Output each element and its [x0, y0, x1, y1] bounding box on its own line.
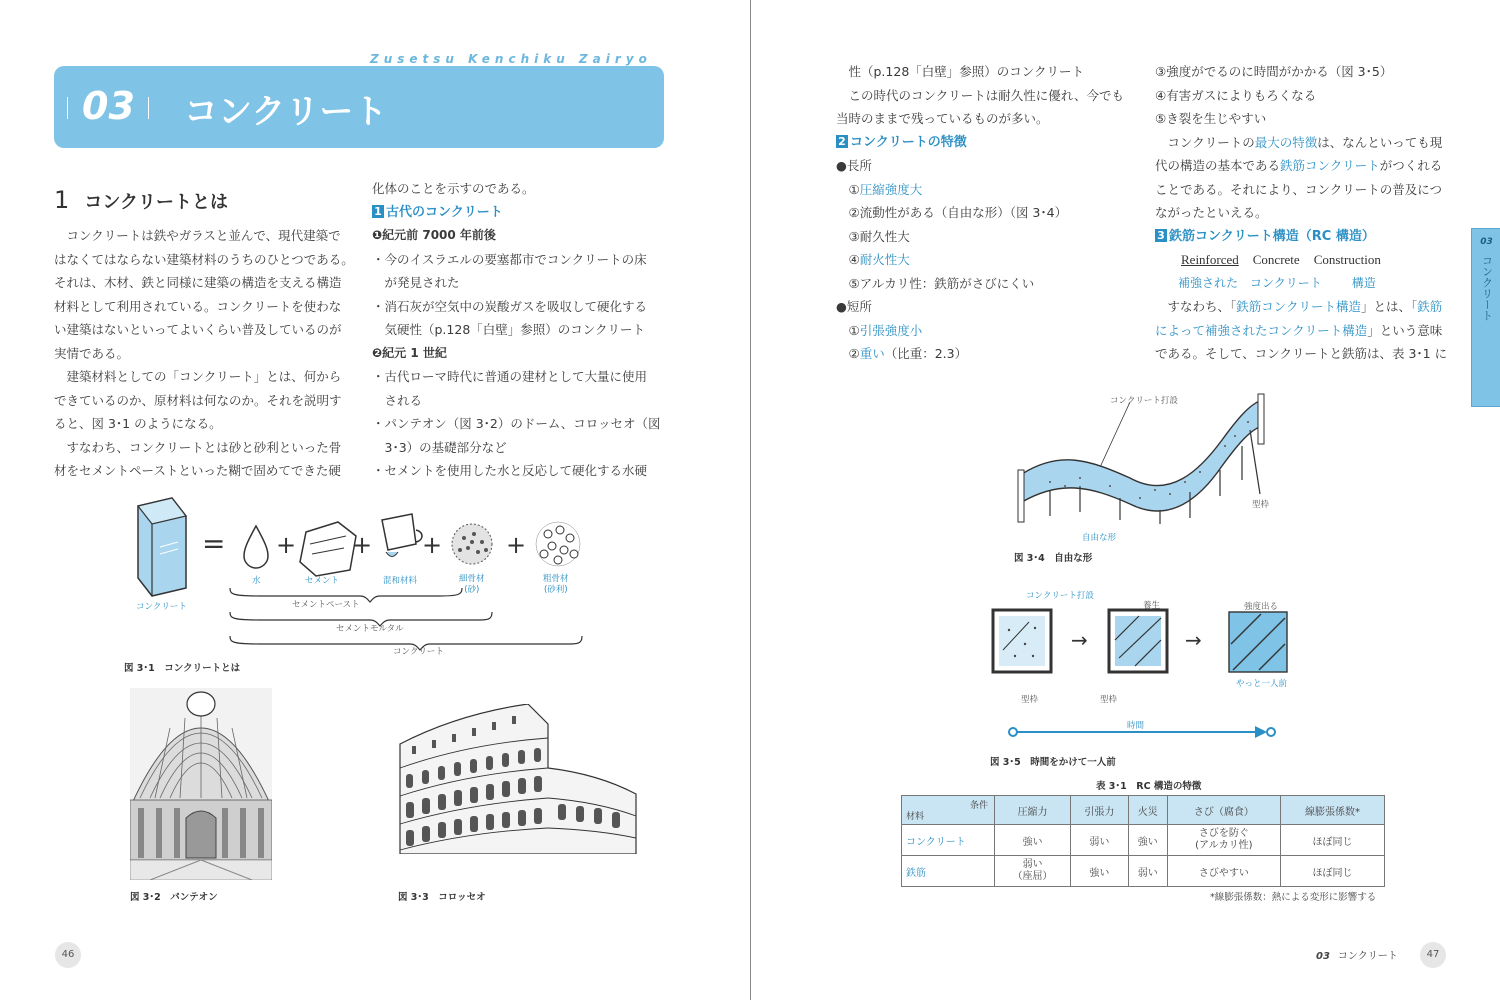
- item-marker: ④: [836, 252, 860, 267]
- text-line: ・今のイスラエルの要塞都市でコンクリートの床: [372, 251, 647, 267]
- item-marker: ①: [836, 322, 860, 338]
- text-line: すなわち、コンクリートとは砂と砂利といった骨: [54, 439, 342, 455]
- text-segment: コンクリートの: [1155, 134, 1255, 150]
- text-line: [1155, 319, 1447, 343]
- text-line: ・セメントを使用した水と反応して硬化する水硬: [372, 463, 648, 478]
- text-line: 材料として利用されている。コンクリートを使わな: [54, 298, 342, 314]
- fine-aggregate-icon: [452, 524, 492, 564]
- chapter-side-tab: [1471, 228, 1500, 407]
- table-title: 表 3･1 RC 構造の特徴: [1096, 781, 1202, 792]
- water-drop-icon: [244, 526, 268, 568]
- heading-number-box: 3: [1155, 229, 1167, 242]
- label-free-form: 自由な形: [1082, 533, 1117, 543]
- figure-caption: 図 3･2 パンテオン: [130, 892, 218, 903]
- svg-text:+: +: [352, 531, 373, 559]
- label-time: 時間: [1127, 721, 1145, 731]
- text-line: ・消石灰が空気中の炭酸ガスを吸収して硬化する: [372, 298, 648, 314]
- table-cell: 弱い: [1071, 825, 1129, 856]
- label-coarse-aggregate-name: 粗骨材: [543, 574, 569, 584]
- text-line: される: [372, 392, 423, 408]
- svg-text:→: →: [1185, 628, 1202, 652]
- table-cell: 強い: [995, 825, 1071, 856]
- label-coarse-aggregate-sub: (砂利): [543, 585, 568, 595]
- highlight-term: 引張強度小: [859, 322, 923, 338]
- heading-label: コンクリートの特徴: [850, 134, 967, 150]
- text-line: 実情である。: [54, 345, 130, 361]
- chapter-number: 03: [82, 84, 135, 128]
- table-cell: 弱い （座屈）: [995, 856, 1071, 887]
- label-fine-aggregate: [459, 574, 485, 596]
- footer-chapter-title: コンクリート: [1337, 951, 1398, 962]
- label-formwork: 型枠: [1252, 500, 1270, 510]
- jp-construction: 構造: [1351, 275, 1376, 290]
- heading-number-box: 2: [836, 135, 848, 148]
- highlight-term: 鉄筋コンクリート: [1280, 158, 1380, 173]
- table-corner-cell: [902, 796, 995, 825]
- left-body-text: [54, 224, 354, 483]
- demerit-item: ⑤き裂を生じやすい: [1155, 111, 1267, 126]
- era-heading: [372, 224, 661, 248]
- figure-3-1-illustration: [120, 492, 600, 662]
- text-line: 当時のままで残っているものが多い。: [836, 111, 1049, 126]
- side-tab-label: コンクリート: [1480, 255, 1494, 321]
- subsection-heading: [372, 201, 661, 225]
- text-segment: がつくれる: [1379, 158, 1443, 173]
- text-line: ・古代ローマ時代に普通の建材として大量に使用: [372, 369, 648, 384]
- label-strength: 強度出る: [1244, 602, 1279, 612]
- right-body-text-a: [836, 60, 1124, 366]
- text-line: 性（p.128「白壁」参照）のコンクリート: [836, 64, 1085, 79]
- text-line: 3･3）の基礎部分など: [372, 439, 507, 455]
- item-marker: ①: [836, 181, 860, 197]
- text-line: コンクリートは鉄やガラスと並んで、現代建築で: [54, 228, 341, 243]
- text-line: はなくてはならない建築材料のうちのひとつである。: [54, 251, 354, 267]
- text-line: それは、木材、鉄と同様に建築の構造を支える構造: [54, 275, 342, 290]
- figure-caption: 図 3･5 時間をかけて一人前: [990, 757, 1116, 768]
- subsection-heading: [1155, 225, 1447, 249]
- table-header-cell: 火災: [1128, 796, 1167, 825]
- spine-divider: [750, 0, 751, 1000]
- highlight-term: 圧縮強度大: [859, 181, 923, 197]
- table-row: [902, 825, 1385, 856]
- svg-text:=: =: [202, 527, 226, 560]
- demerit-item: ④有害ガスによりもろくなる: [1155, 87, 1317, 103]
- brace-label-concrete: コンクリート: [393, 647, 444, 657]
- text-line: ながったといえる。: [1155, 205, 1268, 220]
- heading-label: 古代のコンクリート: [386, 204, 503, 220]
- section-number: 1: [54, 186, 70, 214]
- text-line: い建築はないといってよいくらい普及しているのが: [54, 322, 342, 337]
- svg-text:+: +: [506, 531, 527, 559]
- text-line: [1155, 131, 1447, 155]
- middle-body-text: [372, 177, 661, 483]
- row-label: 鉄筋: [902, 856, 995, 887]
- label-cement: セメント: [305, 576, 340, 586]
- text-line: [1155, 295, 1447, 319]
- demerit-item: ③強度がでるのに時間がかかる（図 3･5）: [1155, 64, 1393, 79]
- heading-number-box: 1: [372, 205, 384, 218]
- page-number-badge: 46: [55, 942, 81, 968]
- brace-lines: [230, 588, 582, 650]
- table-header-cell: さび（腐食）: [1167, 796, 1280, 825]
- figure-3-4-illustration: [1010, 390, 1290, 540]
- figure-caption: 図 3･1 コンクリートとは: [124, 663, 241, 674]
- text-line: 化体のことを示すのである。: [372, 181, 535, 196]
- text-line: 気硬性（p.128「白壁」参照）のコンクリート: [372, 322, 646, 337]
- text-segment: 代の構造の基本である: [1155, 158, 1281, 173]
- footer-chapter-number: 03: [1316, 951, 1330, 962]
- table-header-row: [902, 796, 1385, 825]
- merit-heading: ●長所: [836, 158, 872, 173]
- table-footnote: *線膨張係数：熱による変形に影響する: [1210, 892, 1377, 903]
- brace-label-cement-mortar: セメントモルタル: [336, 624, 404, 634]
- jp-reinforced: 補強された: [1178, 275, 1239, 290]
- text-segment: 」という意味: [1367, 322, 1443, 338]
- text-line: 材をセメントペーストといった糊で固めてできた硬: [54, 463, 341, 478]
- label-coarse-aggregate: [543, 574, 569, 596]
- figure-3-5-illustration: [985, 600, 1305, 750]
- chapter-divider-right: [148, 97, 149, 119]
- curing-box: [1109, 610, 1167, 672]
- table-cell: 弱い: [1128, 856, 1167, 887]
- colosseum-illustration: [398, 704, 638, 854]
- demerit-item: [836, 319, 1124, 343]
- table-header-cell: 引張力: [1071, 796, 1129, 825]
- label-concrete-pouring: コンクリート打設: [1110, 396, 1178, 406]
- rc-features-table: [901, 795, 1385, 887]
- merit-item: [836, 248, 1124, 272]
- label-pour: コンクリート打設: [1026, 591, 1094, 601]
- right-body-text-b: [1155, 60, 1447, 366]
- text-line: ・パンテオン（図 3･2）のドーム、コロッセオ（図: [372, 416, 661, 431]
- heading-label: 鉄筋コンクリート構造（RC 構造）: [1169, 228, 1375, 244]
- merit-item: ③耐久性大: [836, 228, 910, 244]
- svg-text:→: →: [1071, 628, 1088, 652]
- table-cell: 強い: [1071, 856, 1129, 887]
- highlight-term: 鉄筋: [1417, 299, 1443, 314]
- page-number-badge: 47: [1420, 942, 1446, 968]
- pantheon-illustration: [130, 688, 272, 880]
- text-segment: は、なんといっても現: [1317, 134, 1443, 150]
- table-cell: さびやすい: [1167, 856, 1280, 887]
- text-line: 建築材料としての「コンクリート」とは、何から: [54, 369, 342, 384]
- running-footer: [1316, 947, 1398, 962]
- era-label: 紀元 1 世紀: [382, 345, 447, 360]
- text-segment: すなわち、「: [1155, 299, 1237, 314]
- label-fine-aggregate-name: 細骨材: [459, 574, 485, 584]
- figure-caption: 図 3･4 自由な形: [1014, 553, 1093, 564]
- row-label: コンクリート: [902, 825, 995, 856]
- text-line: である。そして、コンクリートと鉄筋は、表 3･1 に: [1155, 346, 1448, 361]
- corner-condition: 条件: [969, 801, 988, 811]
- table-cell: ほぼ同じ: [1280, 856, 1384, 887]
- section-title: コンクリートとは: [84, 192, 229, 213]
- table-cell: ほぼ同じ: [1280, 825, 1384, 856]
- chapter-divider-left: [67, 97, 68, 119]
- rc-english-terms: [1155, 248, 1447, 272]
- highlight-term: によって補強されたコンクリート構造: [1155, 322, 1368, 338]
- rc-japanese-terms: [1155, 272, 1447, 296]
- cement-bag-icon: [300, 522, 356, 576]
- table-row: [902, 856, 1385, 887]
- strength-box: [1229, 612, 1287, 672]
- label-water: 水: [252, 576, 261, 586]
- label-finally-done: やっと一人前: [1236, 679, 1288, 689]
- label-fine-aggregate-sub: (砂): [464, 585, 480, 595]
- merit-item: ⑤アルカリ性：鉄筋がさびにくい: [836, 275, 1035, 291]
- table-cell: さびを防ぐ (アルカリ性): [1167, 825, 1280, 856]
- label-concrete: コンクリート: [136, 602, 187, 612]
- label-formwork-1: 型枠: [1021, 695, 1039, 705]
- corner-material: 材料: [906, 812, 925, 822]
- text-segment: 」とは、「: [1361, 299, 1418, 314]
- text-line: できているのか、原材料は何なのか。それを説明す: [54, 392, 342, 408]
- highlight-term: 最大の特徴: [1254, 134, 1318, 150]
- label-curing: 養生: [1143, 601, 1161, 611]
- era-label: 紀元前 7000 年前後: [382, 228, 496, 242]
- era-mark: ❷: [372, 345, 383, 360]
- text-line: [1155, 154, 1447, 178]
- table-header-cell: 圧縮力: [995, 796, 1071, 825]
- label-formwork-2: 型枠: [1100, 695, 1118, 705]
- en-concrete: Concrete: [1252, 252, 1300, 267]
- text-line: ことである。それにより、コンクリートの普及につ: [1155, 181, 1443, 197]
- en-reinforced: Reinforced: [1181, 252, 1239, 267]
- label-admixture: 混和材料: [383, 576, 418, 586]
- figure-caption: 図 3･3 コロッセオ: [398, 892, 486, 903]
- item-marker: ②: [836, 346, 860, 361]
- side-tab-number: 03: [1480, 237, 1493, 247]
- text-line: が発見された: [372, 275, 460, 290]
- era-heading: [372, 342, 661, 366]
- highlight-term: 耐火性大: [859, 252, 910, 267]
- romaji-title: Zusetsu Kenchiku Zairyo: [370, 52, 652, 66]
- jp-concrete: コンクリート: [1250, 275, 1322, 290]
- era-mark: ❶: [372, 228, 383, 242]
- en-construction: Construction: [1313, 252, 1381, 267]
- svg-text:+: +: [276, 531, 297, 559]
- pour-box: [993, 610, 1051, 672]
- brace-label-cement-paste: セメントペースト: [292, 600, 360, 610]
- chapter-title: コンクリート: [184, 92, 388, 132]
- highlight-term: 鉄筋コンクリート構造: [1236, 299, 1362, 314]
- item-note: （比重：2.3）: [884, 346, 968, 361]
- admixture-cup-icon: [382, 514, 422, 557]
- subsection-heading: [836, 131, 1124, 155]
- table-cell: 強い: [1128, 825, 1167, 856]
- demerit-heading: ●短所: [836, 299, 872, 314]
- text-line: この時代のコンクリートは耐久性に優れ、今でも: [836, 87, 1125, 103]
- text-line: ると、図 3･1 のようになる。: [54, 416, 222, 431]
- section-heading: [54, 186, 228, 214]
- svg-text:+: +: [422, 531, 443, 559]
- merit-item: ②流動性がある（自由な形）（図 3･4）: [836, 205, 1068, 220]
- concrete-block-icon: [138, 498, 186, 596]
- highlight-term: 重い: [859, 346, 885, 361]
- merit-item: [836, 178, 1124, 202]
- table-header-cell: 線膨張係数*: [1280, 796, 1384, 825]
- demerit-item: [836, 342, 1124, 366]
- coarse-aggregate-icon: [536, 522, 580, 566]
